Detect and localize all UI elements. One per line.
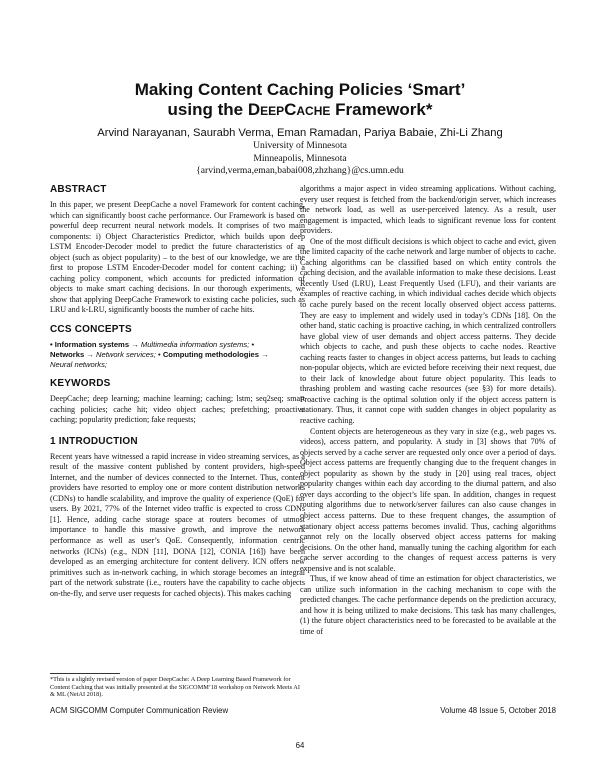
ccs-line-1 bbox=[50, 340, 305, 350]
right-paragraph-1: algorithms a major aspect in video streaming applications. Without caching, every user request is fetched from the backend/origin server, which increases the network load, as well as user-perceived latency. As a result, user engagement is impacted, which leads to significant revenue loss for content providers. bbox=[300, 184, 556, 236]
title-framework-name: DeepCache bbox=[247, 100, 331, 119]
ccs-concepts bbox=[50, 340, 305, 370]
paper-title bbox=[40, 80, 560, 120]
keywords-text: DeepCache; deep learning; machine learning; caching; lstm; seq2seq; smart caching policies; cache hit; video object caches; prefetching; proactive caching; popularity prediction; fake requests; bbox=[50, 394, 305, 425]
right-paragraph-4: Thus, if we know ahead of time an estimation for object characteristics, we can utilize such information in the caching mechanism to cope with the predicted changes. The cache performance depends on the prediction accuracy, and how it is being utilized to make decisions. This task has many challenges, (1) the future object characteristics need to be forecasted to be available at the time of bbox=[300, 574, 556, 636]
ccs-line-3 bbox=[50, 360, 305, 370]
ccs-arrow: → bbox=[129, 340, 141, 350]
footnote: *This is a slightly revised version of paper DeepCache: A Deep Learning Based Framework for Content Caching that was initially presented at the SIGCOMM’18 workshop on Network Meets AI & ML (NetAI 2018). bbox=[50, 676, 300, 699]
footer-journal: ACM SIGCOMM Computer Communication Review bbox=[50, 706, 229, 715]
abstract-heading: ABSTRACT bbox=[50, 184, 107, 195]
title-line-2 bbox=[40, 100, 560, 120]
ccs-arrow: → bbox=[84, 350, 97, 360]
ccs-line-2 bbox=[50, 350, 305, 360]
ccs-neural-networks: Neural networks; bbox=[50, 360, 107, 370]
author-list: Arvind Narayanan, Saurabh Verma, Eman Ramadan, Pariya Babaie, Zhi-Li Zhang bbox=[97, 127, 503, 139]
title-line-2-pre: using the bbox=[167, 100, 248, 119]
ccs-computing: Computing methodologies bbox=[162, 350, 260, 360]
abstract-text: In this paper, we present DeepCache a novel Framework for content caching, which can significantly boost cache performance. Our Framework is based on powerful deep recurrent neural network models. It comprises of two main components: i) Object Characteristics Predictor, which builds upon deep LSTM Encoder-Decoder model to predict the future characteristics of an object (such as object popularity) – to the best of our knowledge, we are the first to propose LSTM Encoder-Decoder model for content caching; ii) a caching policy component, which accounts for predicted information of objects to make smart caching decisions. In our thorough experiments, we show that applying DeepCache Framework to existing cache policies, such as LRU and k-LRU, significantly boosts the number of cache hits. bbox=[50, 200, 305, 315]
title-line-1: Making Content Caching Policies ‘Smart’ bbox=[134, 80, 466, 99]
introduction-heading: 1 INTRODUCTION bbox=[50, 435, 138, 447]
affiliation-emails: {arvind,verma,eman,babai008,zhzhang}@cs.umn.edu bbox=[196, 165, 404, 176]
footer-volume: Volume 48 Issue 5, October 2018 bbox=[440, 706, 556, 715]
keywords-heading: KEYWORDS bbox=[50, 378, 111, 390]
title-line-2-post: Framework* bbox=[330, 100, 433, 119]
ccs-bullet: • bbox=[249, 340, 255, 350]
right-paragraph-2: One of the most difficult decisions is which object to cache and evict, given the limited capacity of the cache network and large number of objects to cache. Caching algorithms can be classified based on which entity controls the caching decision, and the available information to make these decisions. Least Recently Used (LRU), Least Frequently Used (LFU), and their variants are examples of reactive caching, in which individual caches decide which objects to cache purely based on the recent locally observed object access patterns. They are easy to implement and widely used in today’s CDNs [18]. On the other hand, static caching is proactive caching, in which centralized controllers have global view of user demands and object access patterns. They decide which objects to cache, and push these objects to cache nodes. Reactive caching reacts faster to changes in object access patterns, but leads to caching non-popular objects, which are evicted before receiving their next request, due to their lack of knowledge about future object popularity. This leads to thrashing problem and wasting cache resources (see §3) for more details). Proactive caching is the optimal solution only if the object access pattern is stationary. Thus, it cannot cope with sudden changes in object popularity as reactive caching. bbox=[300, 236, 556, 426]
right-paragraph-3: Content objects are heterogeneous as they vary in size (e.g., web pages vs. videos), access pattern, and popularity. A study in [3] shows that 70% of objects served by a cache server are requested only once over a period of days. Object access patterns are frequently changing due to the frequent changes in object popularity as shown by the study in [20] using real traces, object popularity changes within each day according to the diurnal pattern, and also over days according to the object’s life span. In addition, changes in request routing algorithms due to network/server failures can also cause changes in object access patterns. Due to these frequent changes, the assumption of stationary object access patterns becomes invalid. Thus, caching algorithms cannot rely on the locally observed object access patterns for making decisions. On the other hand, manually tuning the caching algorithm for each cache server according to the changes of request access patterns is very expensive and is not scalable. bbox=[300, 426, 556, 573]
affiliation bbox=[40, 140, 560, 178]
introduction-text: Recent years have witnessed a rapid increase in video streaming services, as a result of the massive content published by content providers, high-speed Internet, and the number of devices connected to the Internet. Thus, content providers have resorted to employ one or more content distribution networks (CDNs) to handle scalability, and improve the quality of experience (QoE) for users. By 2021, 77% of the Internet video traffic is expected to cross CDNs [1]. Hence, adding cache storage space at routers becomes of utmost importance to handle this massive growth, and improve the network performance as well as user’s QoE. Consequently, information centric networks (ICNs) (e.g., NDN [11], DONA [12], CONIA [16]) have been developed as an emerging architecture for content delivery. ICN offers new primitives such as in-network caching, in which storage becomes an integral part of the network substrate (i.e., routers have the capability to cache objects on-the-fly, and serve user requests for cached objects). This makes caching bbox=[50, 451, 305, 598]
page-number: 64 bbox=[295, 741, 305, 750]
affiliation-university: University of Minnesota bbox=[253, 140, 347, 151]
ccs-networks: Networks bbox=[50, 350, 85, 360]
ccs-arrow: → bbox=[259, 350, 269, 360]
footnote-rule bbox=[50, 673, 120, 674]
left-column bbox=[50, 184, 305, 599]
ccs-information-systems: • Information systems bbox=[50, 340, 130, 350]
ccs-multimedia: Multimedia information systems; bbox=[140, 340, 250, 350]
ccs-bullet: • bbox=[155, 350, 163, 360]
right-column bbox=[300, 184, 556, 638]
ccs-heading: CCS CONCEPTS bbox=[50, 324, 132, 336]
ccs-network-services: Network services; bbox=[96, 350, 156, 360]
affiliation-city: Minneapolis, Minnesota bbox=[253, 152, 347, 164]
